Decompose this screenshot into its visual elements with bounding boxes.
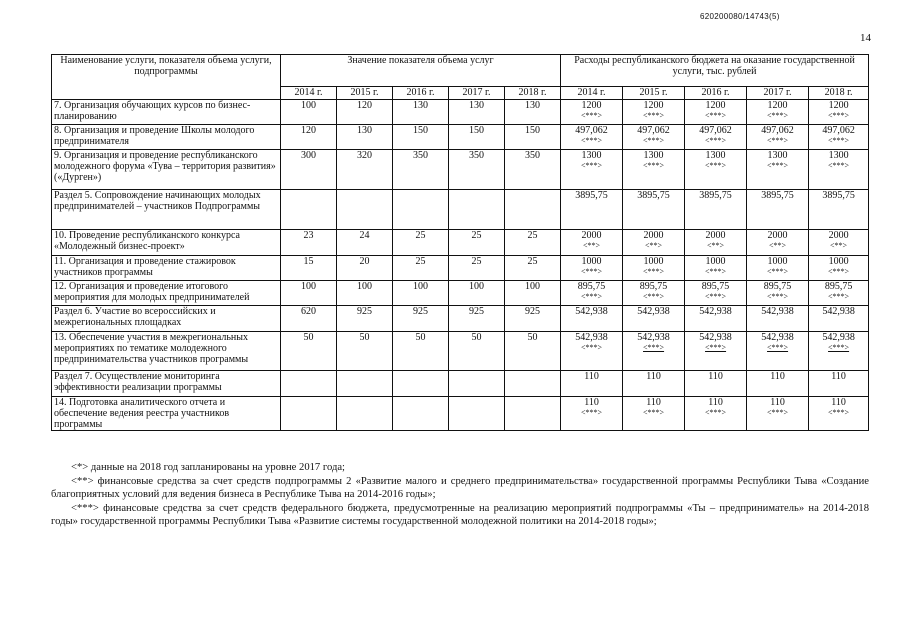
volume-cell: 50 [281, 332, 337, 371]
budget-value: 110 [646, 397, 661, 408]
budget-cell [747, 256, 809, 281]
budget-value: 2000 [643, 230, 664, 241]
year-header-budget: 2015 г. [623, 87, 685, 100]
budget-cell [561, 125, 623, 150]
budget-cell [685, 397, 747, 431]
footnote: <***> финансовые средства за счет средств федерального бюджета, предусмотренные на реализацию мероприятий подпрограммы «Ты – предприниматель» на 2014-2018 годы» государственной программы Республики Тыва «Развитие системы государственной молодежной политики на 2014-2018 годы»; [51, 502, 869, 528]
budget-footnote-marker: <***> [828, 292, 850, 301]
row-name: Раздел 6. Участие во всероссийских и межрегиональных площадках [52, 306, 281, 332]
budget-value: 895,75 [639, 281, 668, 292]
budget-footnote-marker: <***> [767, 292, 789, 301]
volume-cell: 130 [505, 100, 561, 125]
budget-footnote-marker: <***> [828, 111, 850, 120]
budget-footnote-marker: <***> [828, 408, 850, 417]
year-header-budget: 2017 г. [747, 87, 809, 100]
budget-cell [809, 100, 869, 125]
budget-value: 1200 [581, 100, 602, 111]
budget-value: 895,75 [824, 281, 853, 292]
volume-cell: 25 [505, 256, 561, 281]
budget-cell [747, 100, 809, 125]
budget-value: 542,938 [699, 332, 732, 343]
budget-cell [747, 371, 809, 397]
column-group-volume: Значение показателя объема услуг [281, 55, 561, 87]
budget-footnote-marker: <***> [767, 408, 789, 417]
budget-footnote-marker: <***> [643, 267, 665, 276]
year-header-budget: 2014 г. [561, 87, 623, 100]
budget-footnote-marker: <***> [705, 343, 727, 352]
volume-cell: 320 [337, 150, 393, 190]
volume-cell: 100 [337, 281, 393, 306]
budget-cell [809, 150, 869, 190]
volume-cell: 925 [505, 306, 561, 332]
volume-cell: 120 [281, 125, 337, 150]
row-name: 13. Обеспечение участия в межрегиональных мероприятиях по тематике молодежного предпринимательства участников программы [52, 332, 281, 371]
services-table [51, 54, 869, 431]
budget-cell [561, 397, 623, 431]
budget-value: 497,062 [637, 125, 670, 136]
budget-value: 1300 [767, 150, 788, 161]
budget-footnote-marker: <***> [767, 111, 789, 120]
budget-cell [623, 190, 685, 230]
budget-footnote-marker: <***> [643, 292, 665, 301]
volume-cell: 50 [337, 332, 393, 371]
year-header-budget: 2018 г. [809, 87, 869, 100]
volume-cell [337, 371, 393, 397]
budget-value: 895,75 [701, 281, 730, 292]
budget-cell [623, 256, 685, 281]
table-row [52, 125, 869, 150]
budget-value: 110 [831, 371, 846, 382]
budget-value: 1300 [581, 150, 602, 161]
budget-footnote-marker: <***> [705, 161, 727, 170]
volume-cell [281, 190, 337, 230]
budget-cell [623, 332, 685, 371]
budget-cell [747, 332, 809, 371]
budget-value: 110 [584, 397, 599, 408]
volume-cell [449, 371, 505, 397]
budget-cell [623, 397, 685, 431]
row-name: 14. Подготовка аналитического отчета и обеспечение ведения реестра участников программы [52, 397, 281, 431]
row-name: Раздел 5. Сопровождение начинающих молодых предпринимателей – участников Подпрограммы [52, 190, 281, 230]
budget-cell [623, 281, 685, 306]
volume-cell [337, 190, 393, 230]
volume-cell: 100 [393, 281, 449, 306]
budget-value: 1000 [828, 256, 849, 267]
budget-footnote-marker: <***> [828, 136, 850, 145]
budget-value: 1200 [705, 100, 726, 111]
table-row [52, 230, 869, 256]
budget-value: 542,938 [637, 306, 670, 317]
budget-footnote-marker: <***> [828, 343, 850, 352]
volume-cell: 120 [337, 100, 393, 125]
budget-cell [747, 281, 809, 306]
budget-value: 497,062 [699, 125, 732, 136]
budget-footnote-marker: <***> [581, 161, 603, 170]
footnote: <*> данные на 2018 год запланированы на уровне 2017 года; [71, 462, 345, 473]
volume-cell: 925 [449, 306, 505, 332]
row-name: 11. Организация и проведение стажировок участников программы [52, 256, 281, 281]
budget-value: 1000 [581, 256, 602, 267]
budget-value: 3895,75 [822, 190, 855, 201]
volume-cell: 15 [281, 256, 337, 281]
column-group-budget: Расходы республиканского бюджета на оказание государственной услуги, тыс. рублей [561, 55, 869, 87]
budget-cell [561, 230, 623, 256]
volume-cell: 50 [505, 332, 561, 371]
volume-cell: 24 [337, 230, 393, 256]
budget-value: 542,938 [699, 306, 732, 317]
table-row [52, 397, 869, 431]
budget-cell [561, 281, 623, 306]
budget-value: 542,938 [575, 332, 608, 343]
budget-value: 110 [708, 371, 723, 382]
footnote: <**> финансовые средства за счет средств подпрограммы 2 «Развитие малого и среднего предпринимательства» государственной программы Республики Тыва «Создание благоприятных условий для ведения бизнеса в Республике Тыва на 2014-2016 годы»; [51, 475, 869, 501]
budget-cell [685, 100, 747, 125]
budget-value: 110 [646, 371, 661, 382]
budget-value: 1000 [705, 256, 726, 267]
budget-cell [809, 371, 869, 397]
budget-value: 3895,75 [761, 190, 794, 201]
year-header-volume: 2015 г. [337, 87, 393, 100]
budget-value: 3895,75 [575, 190, 608, 201]
table-row [52, 281, 869, 306]
volume-cell [393, 371, 449, 397]
budget-footnote-marker: <***> [581, 111, 603, 120]
budget-footnote-marker: <***> [705, 267, 727, 276]
budget-cell [623, 150, 685, 190]
budget-cell [809, 306, 869, 332]
budget-footnote-marker: <***> [643, 408, 665, 417]
budget-value: 2000 [581, 230, 602, 241]
budget-value: 1200 [828, 100, 849, 111]
budget-cell [747, 190, 809, 230]
budget-footnote-marker: <***> [705, 292, 727, 301]
budget-footnote-marker: <**> [769, 241, 787, 250]
budget-cell [685, 125, 747, 150]
budget-footnote-marker: <**> [583, 241, 601, 250]
budget-cell [809, 190, 869, 230]
budget-value: 3895,75 [699, 190, 732, 201]
budget-footnote-marker: <***> [705, 136, 727, 145]
budget-cell [809, 332, 869, 371]
budget-value: 895,75 [763, 281, 792, 292]
budget-value: 1000 [767, 256, 788, 267]
volume-cell [505, 371, 561, 397]
budget-value: 542,938 [761, 306, 794, 317]
budget-cell [809, 230, 869, 256]
budget-cell [561, 150, 623, 190]
budget-cell [685, 190, 747, 230]
budget-cell [685, 281, 747, 306]
table-row [52, 150, 869, 190]
volume-cell [505, 397, 561, 431]
volume-cell: 350 [505, 150, 561, 190]
volume-cell: 150 [449, 125, 505, 150]
volume-cell: 130 [337, 125, 393, 150]
row-name: 12. Организация и проведение итогового мероприятия для молодых предпринимателей [52, 281, 281, 306]
budget-footnote-marker: <***> [828, 267, 850, 276]
budget-value: 1300 [705, 150, 726, 161]
year-header-volume: 2018 г. [505, 87, 561, 100]
budget-value: 1000 [643, 256, 664, 267]
budget-footnote-marker: <***> [705, 111, 727, 120]
volume-cell: 100 [449, 281, 505, 306]
budget-cell [561, 332, 623, 371]
budget-value: 895,75 [577, 281, 606, 292]
budget-cell [685, 230, 747, 256]
volume-cell: 100 [505, 281, 561, 306]
budget-cell [747, 125, 809, 150]
budget-footnote-marker: <***> [767, 161, 789, 170]
volume-cell [393, 397, 449, 431]
budget-value: 497,062 [822, 125, 855, 136]
budget-value: 1200 [767, 100, 788, 111]
budget-cell [561, 371, 623, 397]
budget-footnote-marker: <**> [707, 241, 725, 250]
budget-value: 542,938 [822, 306, 855, 317]
budget-footnote-marker: <***> [581, 267, 603, 276]
budget-value: 2000 [705, 230, 726, 241]
row-name: 7. Организация обучающих курсов по бизнес-планированию [52, 100, 281, 125]
volume-cell: 50 [449, 332, 505, 371]
volume-cell: 20 [337, 256, 393, 281]
volume-cell: 350 [449, 150, 505, 190]
budget-footnote-marker: <***> [643, 161, 665, 170]
volume-cell: 50 [393, 332, 449, 371]
volume-cell: 150 [505, 125, 561, 150]
budget-footnote-marker: <***> [581, 292, 603, 301]
budget-cell [623, 306, 685, 332]
row-name: 10. Проведение республиканского конкурса «Молодежный бизнес-проект» [52, 230, 281, 256]
volume-cell: 23 [281, 230, 337, 256]
budget-footnote-marker: <***> [705, 408, 727, 417]
document-code: 620200080/14743(5) [700, 12, 780, 21]
volume-cell: 130 [393, 100, 449, 125]
budget-cell [561, 306, 623, 332]
volume-cell: 925 [393, 306, 449, 332]
volume-cell: 25 [393, 230, 449, 256]
budget-value: 110 [770, 397, 785, 408]
table-row [52, 100, 869, 125]
budget-cell [623, 230, 685, 256]
volume-cell [449, 397, 505, 431]
year-header-volume: 2017 г. [449, 87, 505, 100]
budget-cell [623, 125, 685, 150]
volume-cell: 925 [337, 306, 393, 332]
volume-cell: 100 [281, 100, 337, 125]
budget-value: 110 [708, 397, 723, 408]
year-header-volume: 2016 г. [393, 87, 449, 100]
row-name: 9. Организация и проведение республиканского молодежного форума «Тува – территория развития» («Дурген») [52, 150, 281, 190]
budget-footnote-marker: <***> [581, 136, 603, 145]
page-number: 14 [860, 32, 871, 44]
budget-footnote-marker: <***> [767, 267, 789, 276]
budget-cell [747, 230, 809, 256]
volume-cell: 25 [449, 230, 505, 256]
volume-cell: 150 [393, 125, 449, 150]
volume-cell [281, 371, 337, 397]
budget-cell [685, 150, 747, 190]
footnotes [51, 461, 869, 529]
budget-value: 542,938 [822, 332, 855, 343]
volume-cell: 350 [393, 150, 449, 190]
budget-cell [747, 306, 809, 332]
budget-footnote-marker: <***> [767, 343, 789, 352]
year-header-budget: 2016 г. [685, 87, 747, 100]
budget-value: 3895,75 [637, 190, 670, 201]
budget-cell [685, 306, 747, 332]
budget-value: 497,062 [575, 125, 608, 136]
budget-value: 542,938 [575, 306, 608, 317]
volume-cell: 25 [393, 256, 449, 281]
budget-cell [809, 125, 869, 150]
budget-footnote-marker: <***> [767, 136, 789, 145]
budget-cell [809, 281, 869, 306]
budget-cell [561, 256, 623, 281]
budget-value: 1200 [643, 100, 664, 111]
budget-footnote-marker: <***> [828, 161, 850, 170]
budget-value: 2000 [828, 230, 849, 241]
table-row [52, 190, 869, 230]
budget-cell [623, 371, 685, 397]
column-header-name: Наименование услуги, показателя объема услуги, подпрограммы [52, 55, 281, 100]
budget-value: 1300 [828, 150, 849, 161]
budget-footnote-marker: <***> [581, 408, 603, 417]
row-name: 8. Организация и проведение Школы молодого предпринимателя [52, 125, 281, 150]
budget-cell [747, 397, 809, 431]
budget-footnote-marker: <***> [643, 343, 665, 352]
volume-cell: 620 [281, 306, 337, 332]
budget-value: 542,938 [637, 332, 670, 343]
volume-cell: 100 [281, 281, 337, 306]
budget-value: 110 [770, 371, 785, 382]
volume-cell [505, 190, 561, 230]
budget-footnote-marker: <***> [643, 111, 665, 120]
volume-cell [449, 190, 505, 230]
table-row [52, 256, 869, 281]
budget-cell [747, 150, 809, 190]
table-row [52, 306, 869, 332]
volume-cell [281, 397, 337, 431]
budget-value: 110 [831, 397, 846, 408]
budget-value: 497,062 [761, 125, 794, 136]
budget-cell [685, 371, 747, 397]
budget-footnote-marker: <***> [643, 136, 665, 145]
row-name: Раздел 7. Осуществление мониторинга эффективности реализации программы [52, 371, 281, 397]
budget-cell [685, 256, 747, 281]
year-header-volume: 2014 г. [281, 87, 337, 100]
volume-cell: 130 [449, 100, 505, 125]
table-row [52, 371, 869, 397]
budget-cell [685, 332, 747, 371]
volume-cell: 300 [281, 150, 337, 190]
budget-cell [809, 397, 869, 431]
table-row [52, 332, 869, 371]
volume-cell [337, 397, 393, 431]
volume-cell [393, 190, 449, 230]
budget-footnote-marker: <**> [645, 241, 663, 250]
budget-footnote-marker: <***> [581, 343, 603, 352]
volume-cell: 25 [505, 230, 561, 256]
budget-cell [561, 190, 623, 230]
volume-cell: 25 [449, 256, 505, 281]
budget-cell [809, 256, 869, 281]
budget-value: 2000 [767, 230, 788, 241]
budget-value: 1300 [643, 150, 664, 161]
budget-value: 542,938 [761, 332, 794, 343]
budget-footnote-marker: <**> [830, 241, 848, 250]
budget-cell [623, 100, 685, 125]
budget-value: 110 [584, 371, 599, 382]
budget-cell [561, 100, 623, 125]
